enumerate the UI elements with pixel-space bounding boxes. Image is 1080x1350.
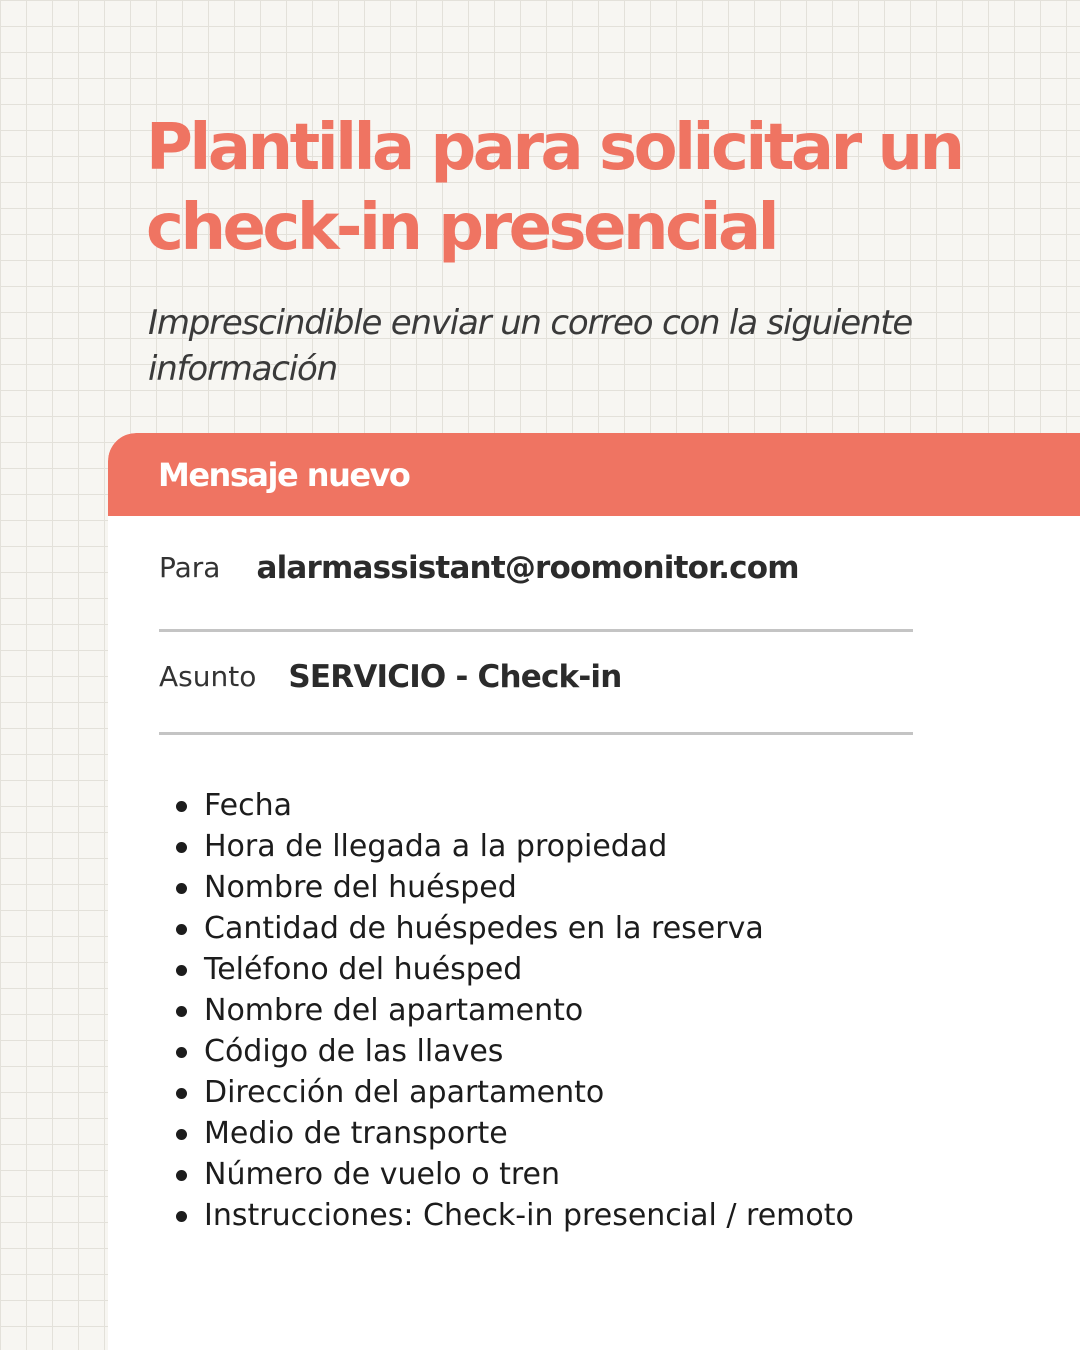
list-item bbox=[204, 949, 854, 990]
list-item-text: Teléfono del huésped bbox=[204, 952, 523, 987]
bullet-icon bbox=[176, 842, 187, 853]
bullet-icon bbox=[176, 1170, 187, 1181]
page-title: Plantilla para solicitar un check-in presencial bbox=[146, 111, 962, 265]
list-item bbox=[204, 1072, 854, 1113]
bullet-icon bbox=[176, 1088, 187, 1099]
bullet-icon bbox=[176, 965, 187, 976]
list-item-text: Número de vuelo o tren bbox=[204, 1157, 560, 1192]
bullet-icon bbox=[176, 883, 187, 894]
subject-value[interactable]: SERVICIO - Check-in bbox=[288, 658, 622, 695]
list-item bbox=[204, 908, 854, 949]
bullet-icon bbox=[176, 801, 187, 812]
list-item bbox=[204, 867, 854, 908]
subject-field[interactable] bbox=[159, 633, 913, 735]
list-item-text: Código de las llaves bbox=[204, 1034, 504, 1069]
list-item-text: Instrucciones: Check-in presencial / remoto bbox=[204, 1198, 854, 1233]
list-item-text: Fecha bbox=[204, 788, 292, 823]
list-item bbox=[204, 1113, 854, 1154]
list-item-text: Hora de llegada a la propiedad bbox=[204, 829, 668, 864]
bullet-icon bbox=[176, 1211, 187, 1222]
subject-label: Asunto bbox=[159, 660, 257, 693]
list-item bbox=[204, 990, 854, 1031]
list-item bbox=[204, 1154, 854, 1195]
list-item-text: Nombre del huésped bbox=[204, 870, 517, 905]
bullet-icon bbox=[176, 924, 187, 935]
to-value[interactable]: alarmassistant@roomonitor.com bbox=[256, 549, 799, 586]
email-window-header bbox=[108, 433, 1080, 516]
email-compose-window bbox=[108, 433, 1080, 1350]
list-item-text: Medio de transporte bbox=[204, 1116, 508, 1151]
list-item bbox=[204, 1195, 854, 1236]
list-item-text: Dirección del apartamento bbox=[204, 1075, 605, 1110]
email-body-list bbox=[204, 785, 854, 1236]
page-subtitle: Imprescindible enviar un correo con la siguiente información bbox=[148, 303, 913, 389]
list-item-text: Nombre del apartamento bbox=[204, 993, 584, 1028]
email-window-title: Mensaje nuevo bbox=[158, 455, 410, 494]
to-field[interactable] bbox=[159, 530, 913, 632]
bullet-icon bbox=[176, 1047, 187, 1058]
to-label: Para bbox=[159, 551, 221, 584]
list-item bbox=[204, 826, 854, 867]
list-item-text: Cantidad de huéspedes en la reserva bbox=[204, 911, 764, 946]
bullet-icon bbox=[176, 1006, 187, 1017]
list-item bbox=[204, 785, 854, 826]
list-item bbox=[204, 1031, 854, 1072]
bullet-icon bbox=[176, 1129, 187, 1140]
